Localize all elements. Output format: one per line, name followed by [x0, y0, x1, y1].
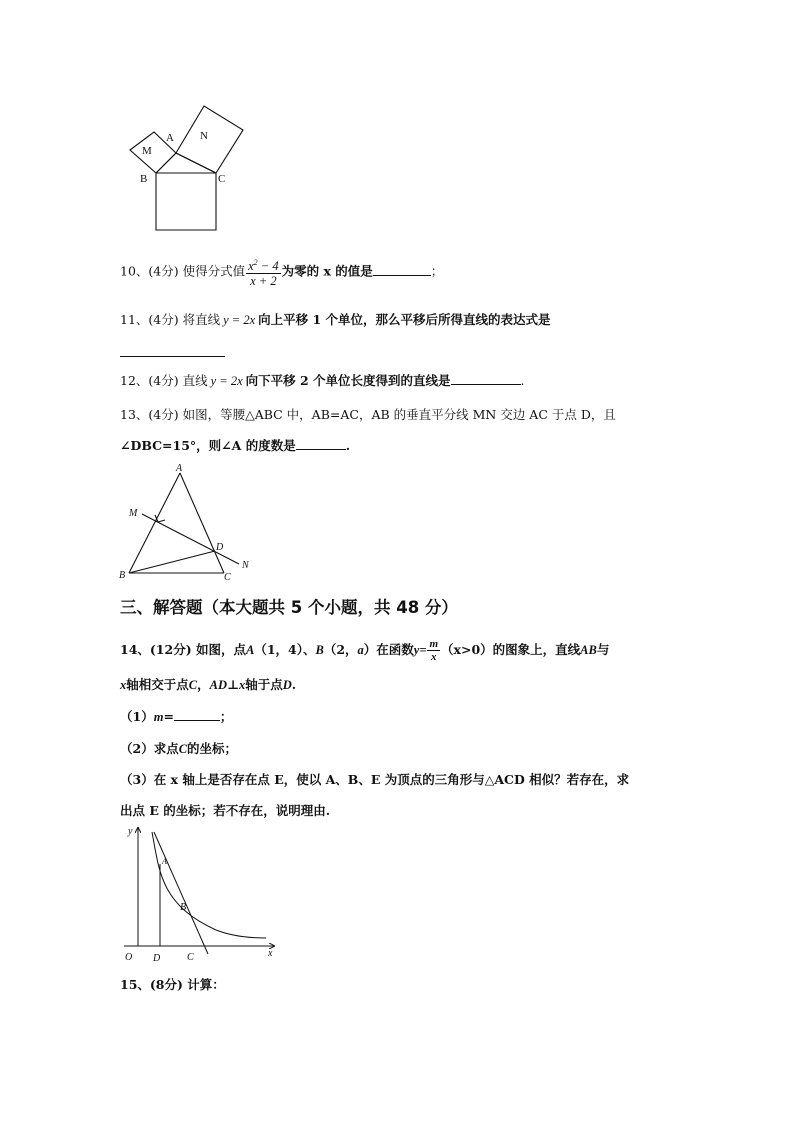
squares-figure — [120, 100, 260, 235]
question-14-part-2: （2）求点C的坐标； — [120, 741, 238, 756]
question-11 — [120, 311, 551, 329]
label-c: C — [218, 173, 226, 185]
line-mn — [142, 514, 239, 564]
section-3-title: 三、解答题（本大题共 5 个小题，共 48 分） — [120, 598, 458, 617]
triangle-figure — [118, 462, 258, 584]
q11-prefix: 11、(4分) 将直线 — [120, 312, 221, 327]
tri-label-c: C — [224, 572, 231, 583]
square-n — [176, 106, 243, 173]
tri-label-b: B — [119, 570, 126, 581]
question-12: 12、(4分) 直线 y = 2x 向下平移 2 个单位长度得到的直线是 . — [120, 373, 525, 388]
label-a: A — [166, 132, 174, 144]
graph-label-a: A — [162, 857, 167, 866]
question-14-part-3-line-2: 出点 E 的坐标；若不存在，说明理由. — [120, 803, 331, 818]
hyperbola-curve — [152, 832, 266, 938]
triangle-ac — [176, 153, 216, 173]
tri-label-n: N — [242, 560, 249, 571]
line-ab — [154, 832, 208, 954]
q14-fraction: $\frac{m}{x}$ — [429, 638, 439, 663]
line-bd — [129, 551, 215, 573]
graph-label-x: x — [268, 948, 273, 959]
q10-prefix: 10、(4分) 使得分式值 — [120, 263, 246, 279]
q10-fraction: $\frac{x^2 - 4}{x + 2}$ — [248, 258, 279, 289]
q11-suffix: 向上平移 1 个单位，那么平移后所得直线的表达式是 — [258, 312, 551, 327]
side-ab — [129, 473, 180, 573]
q12-prefix: 12、(4分) 直线 — [120, 373, 208, 388]
graph-label-o: O — [125, 952, 133, 963]
question-13-line-1: 13、(4分) 如图，等腰△ABC 中，AB=AC，AB 的垂直平分线 MN 交边 AC 于点 D，且 — [120, 407, 616, 422]
q10-suffix: 为零的 x 的值是 — [281, 263, 373, 279]
graph-label-d: D — [153, 953, 161, 964]
q10-answer-blank[interactable] — [373, 263, 431, 276]
label-n: N — [200, 130, 208, 142]
q12-suffix: 向下平移 2 个单位长度得到的直线是 — [245, 373, 451, 388]
question-14-part-3-line-1: （3）在 x 轴上是否存在点 E，使以 A、B、E 为顶点的三角形与△ACD 相似？若存在，求 — [120, 772, 630, 787]
question-14-line-2: x轴相交于点C，AD⊥x轴于点D. — [120, 677, 297, 692]
tri-label-d: D — [216, 542, 224, 553]
graph-label-y: y — [128, 826, 133, 837]
q13-answer-blank[interactable] — [296, 437, 346, 450]
q12-answer-blank[interactable] — [451, 372, 521, 385]
q12-expr: y = 2x — [210, 374, 243, 388]
graph-label-b: B — [180, 902, 187, 913]
graph-figure — [116, 824, 286, 964]
label-m: M — [142, 145, 152, 157]
question-14-part-1: （1）m= ； — [120, 709, 233, 724]
square-bc — [156, 173, 216, 230]
triangle-ab — [156, 153, 176, 173]
question-13-line-2: ∠DBC=15°，则∠A 的度数是 . — [120, 438, 351, 453]
q11-expr: y = 2x — [223, 313, 256, 327]
tri-label-m: M — [129, 508, 138, 519]
question-15: 15、(8分) 计算： — [120, 977, 225, 992]
question-10: 10、(4分) 使得分式值 $\frac{x^2 - 4}{x + 2}$ 为零的 x 的值是 ； — [120, 258, 444, 289]
q11-answer-blank[interactable] — [120, 356, 225, 357]
question-14-line-1: 14、(12分) 如图，点A（1，4）、B（2，a）在函数y= $\frac{m}{x}$ （x>0）的图象上，直线AB与 — [120, 638, 610, 663]
graph-label-c: C — [187, 952, 194, 963]
tri-label-a: A — [176, 463, 183, 474]
label-b: B — [140, 173, 148, 185]
q14-m-answer-blank[interactable] — [174, 708, 220, 721]
